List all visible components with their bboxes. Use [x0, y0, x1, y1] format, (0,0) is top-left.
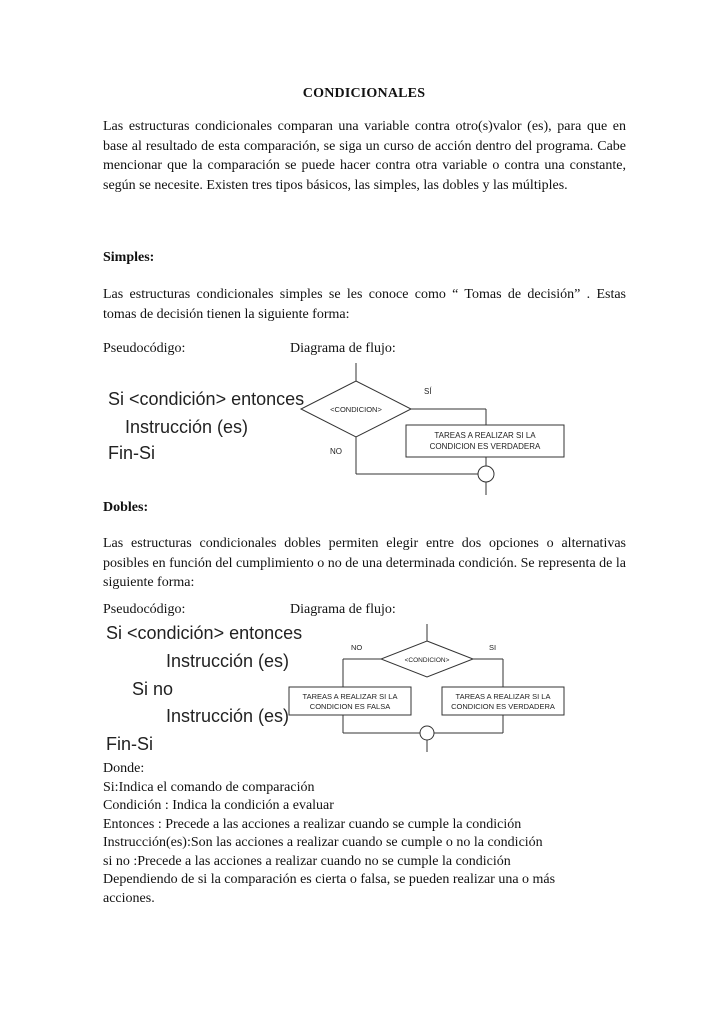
definitions-line: acciones.: [103, 890, 155, 906]
definitions-line: Entonces : Precede a las acciones a realizar cuando se cumple la condición: [103, 816, 522, 832]
simples-pseudo-line-2: Instrucción (es): [125, 417, 249, 437]
simples-condition-text: <CONDICION>: [330, 405, 382, 414]
definitions-line: Instrucción(es):Son las acciones a realizar cuando se cumple o no la condición: [103, 835, 543, 850]
definitions-block: [103, 760, 626, 908]
dobles-pseudo-line-2: Instrucción (es): [166, 651, 290, 671]
simples-pseudo-line-1: Si <condición> entonces: [108, 389, 305, 409]
dobles-paragraph: Las estructuras condicionales dobles permiten elegir entre dos opciones o alternativas posibles en función del cumplimiento o no de una determinada condición. Se representa de la siguiente forma:: [103, 536, 626, 590]
simples-heading: Simples:: [103, 250, 155, 265]
dobles-no-label: NO: [351, 643, 363, 652]
definitions-line: Si:Indica el comando de comparación: [103, 779, 315, 795]
simples-task-line-2: CONDICION ES VERDADERA: [429, 442, 541, 451]
dobles-yes-label: SI: [489, 643, 497, 652]
simples-paragraph: Las estructuras condicionales simples se les conoce como “ Tomas de decisión” . Estas tomas de decisión tienen la siguiente forma:: [103, 287, 626, 322]
dobles-pseudo-line-1: Si <condición> entonces: [106, 623, 303, 643]
simples-yes-label: SÍ: [424, 387, 432, 396]
simples-pseudo-line-3: Fin-Si: [108, 443, 156, 463]
definitions-line: Condición : Indica la condición a evaluar: [103, 798, 334, 813]
dobles-true-line-1: TAREAS A REALIZAR SI LA: [455, 692, 551, 701]
simples-no-label: NO: [330, 447, 342, 456]
dobles-true-line-2: CONDICION ES VERDADERA: [451, 702, 555, 711]
dobles-pseudo-line-4: Instrucción (es): [166, 706, 290, 726]
dobles-condition-text: <CONDICION>: [404, 657, 450, 664]
dobles-pseudo-label: Pseudocódigo:: [103, 602, 186, 617]
dobles-false-line-2: CONDICION ES FALSA: [309, 702, 391, 711]
dobles-false-line-1: TAREAS A REALIZAR SI LA: [302, 692, 398, 701]
dobles-diagram-label: Diagrama de flujo:: [290, 602, 396, 617]
intro-paragraph: Las estructuras condicionales comparan una variable contra otro(s)valor (es), para que en base al resultado de esta comparación, se siga un curso de acción dentro del programa. Cabe mencionar que la comparación se puede hacer contra otra variable o contra una constante, según se necesite. Existen tres tipos básicos, las simples, las dobles y las múltiples.: [103, 119, 626, 193]
definitions-line: Dependiendo de si la comparación es cierta o falsa, se pueden realizar una o más: [103, 872, 556, 887]
document-title: CONDICIONALES: [302, 86, 426, 101]
dobles-pseudo-line-5: Fin-Si: [106, 734, 154, 754]
definitions-line: si no :Precede a las acciones a realizar cuando no se cumple la condición: [103, 853, 511, 869]
definitions-line: Donde:: [103, 761, 145, 776]
simples-pseudo-label: Pseudocódigo:: [103, 341, 186, 356]
simples-task-line-1: TAREAS A REALIZAR SI LA: [434, 431, 536, 440]
dobles-pseudo-line-3: Si no: [132, 679, 174, 699]
dobles-heading: Dobles:: [103, 500, 149, 515]
simples-diagram-label: Diagrama de flujo:: [290, 341, 396, 356]
